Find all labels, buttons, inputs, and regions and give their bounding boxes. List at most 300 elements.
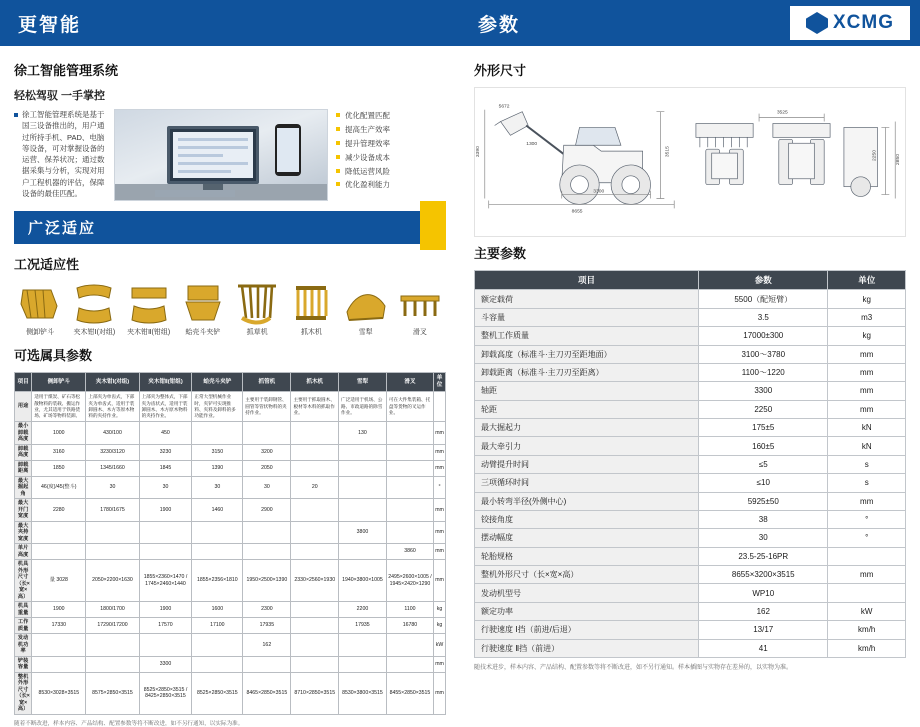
param-item: 斗容量 [475, 308, 699, 326]
header-left [0, 0, 460, 46]
cell [192, 544, 243, 560]
param-unit: mm [828, 400, 906, 418]
cell: 46(度)/45(整斗) [32, 476, 86, 499]
cell: 2200 [339, 602, 387, 618]
dimensions-title: 外形尺寸 [474, 63, 527, 78]
cell-unit: kg [434, 618, 446, 634]
row-label: 铲装容量 [15, 656, 32, 672]
th-unit: 单位 [434, 373, 446, 392]
param-item: 动臂提升时间 [475, 455, 699, 473]
row-label: 卸载距离 [15, 460, 32, 476]
cell [386, 499, 433, 522]
table-row [15, 672, 446, 714]
attachment-label: 侧卸铲斗 [26, 329, 55, 336]
param-value: 3100～3780 [699, 345, 828, 363]
row-label: 单片高度 [15, 544, 32, 560]
cell: 3860 [386, 544, 433, 560]
param-unit: mm [828, 382, 906, 400]
row-label: 发动机功率 [15, 634, 32, 657]
attachment-label: 滑叉 [412, 329, 427, 336]
attachment-item [123, 281, 175, 337]
system-block [14, 109, 446, 201]
param-unit: kg [828, 327, 906, 345]
cell: 1100 [386, 602, 433, 618]
cell [32, 656, 86, 672]
row-label: 机具重量 [15, 602, 32, 618]
usage-cell: 上部夹为整体式，下部夹为齿状式，适用于装卸圆木、木方原木物料的夹持作业。 [139, 392, 192, 422]
attachment-gallery [14, 281, 446, 337]
cell [386, 634, 433, 657]
brand-logo-text: XCMG [833, 12, 894, 33]
benefit-item: 优化盈利能力 [336, 178, 446, 192]
cell: 8575×2850×3515 [86, 672, 139, 714]
param-unit: mm [828, 363, 906, 381]
main-params-title: 主要参数 [474, 246, 527, 261]
param-unit: kN [828, 437, 906, 455]
cell: 1600 [192, 602, 243, 618]
row-label: 整机外形尺寸（长×宽×高） [16, 673, 30, 713]
param-unit: kW [828, 602, 906, 620]
screen-line [178, 154, 223, 157]
cell [339, 460, 387, 476]
attachment-item [231, 281, 283, 337]
table-row [15, 499, 446, 522]
system-title: 徐工智能管理系统 [14, 63, 119, 78]
cell: 3230/3120 [86, 444, 139, 460]
monitor-screen [173, 132, 253, 178]
cell: 1900 [139, 499, 192, 522]
table-row [475, 584, 906, 602]
table-row [475, 400, 906, 418]
cell: 8455×2850×3515 [386, 672, 433, 714]
th-col: 滑叉 [386, 373, 433, 392]
cell: 2280 [32, 499, 86, 522]
cell [86, 634, 139, 657]
monitor-icon [167, 126, 259, 184]
cell [386, 656, 433, 672]
cell: 8530×3028×3515 [32, 672, 86, 714]
cell: 1000 [32, 422, 86, 445]
table-row-usage [15, 392, 446, 422]
table-row [15, 460, 446, 476]
cell [339, 444, 387, 460]
table-row [475, 437, 906, 455]
cell [32, 634, 86, 657]
dim-label: 1300 [526, 142, 538, 148]
cell [339, 656, 387, 672]
cell [291, 460, 339, 476]
attachment-item [285, 281, 337, 337]
table-row [475, 419, 906, 437]
benefit-item: 降低运营风险 [336, 165, 446, 179]
cell: 8525×2850×3515 / 8425×2850×3515 [139, 672, 192, 714]
param-item: 额定载荷 [475, 290, 699, 308]
param-item: 整机外形尺寸（长×宽×高） [475, 566, 699, 584]
cell [386, 521, 433, 544]
cell [86, 656, 139, 672]
param-item: 摆动幅度 [475, 529, 699, 547]
param-item: 铰接角度 [475, 510, 699, 528]
cell [86, 521, 139, 544]
param-value: 160±5 [699, 437, 828, 455]
cell: 17290/17200 [86, 618, 139, 634]
usage-unit [434, 392, 446, 422]
left-table-note: 随着不断改进，样本内容、产品结构、配置参数等将不断改进，如不另行通知，以实际为准。 [14, 720, 244, 727]
loader-drawing-svg [475, 88, 905, 236]
param-item: 卸载距离（标准斗·主刀刃至距离） [475, 363, 699, 381]
cell: 1900 [139, 602, 192, 618]
cell: 1850 [32, 460, 86, 476]
cell: 2050 [243, 460, 291, 476]
attachment-label: 雪犁 [358, 329, 373, 336]
table-row [475, 327, 906, 345]
cell: 17330 [32, 618, 86, 634]
usage-cell: 主要用于装卸钢管、圆管等管状物料的夹持作业。 [243, 392, 291, 422]
table-row [475, 308, 906, 326]
row-label: 最大掘起角 [15, 476, 32, 499]
system-photo [114, 109, 328, 201]
cell [32, 521, 86, 544]
brand-logo [790, 6, 910, 40]
cell [386, 444, 433, 460]
attachment-item [394, 281, 446, 337]
table-row [15, 618, 446, 634]
param-value: 38 [699, 510, 828, 528]
usage-cell: 上部夹为单齿式，下部夹为单齿式，适用于装卸圆木、木方等原木物料的夹持作业。 [86, 392, 139, 422]
attachment-item [177, 281, 229, 337]
left-column [0, 46, 460, 727]
cell: 30 [243, 476, 291, 499]
phone-icon [275, 124, 301, 176]
cell: 3230 [139, 444, 192, 460]
dimension-drawing [474, 87, 906, 237]
main-parameters-table [474, 270, 906, 658]
param-item: 行驶速度 Ⅰ挡（前进/后退） [475, 621, 699, 639]
right-column [460, 46, 920, 671]
row-label: 机具外形尺寸（长×宽×高） [16, 561, 30, 600]
param-unit: ° [828, 529, 906, 547]
param-unit: s [828, 474, 906, 492]
row-label: 卸载高度 [15, 444, 32, 460]
cell: 17570 [139, 618, 192, 634]
cell [243, 521, 291, 544]
usage-cell: 可在大件集装箱、托盘等货物的叉运作业。 [386, 392, 433, 422]
header-left-title: 更智能 [18, 14, 82, 36]
table-row [475, 639, 906, 657]
attachment-item [340, 281, 392, 337]
table-header-row [15, 373, 446, 392]
cell: 8465×2850×3515 [243, 672, 291, 714]
row-label: 最大夹持宽度 [15, 521, 32, 544]
dim-label: 2850 [896, 154, 902, 165]
attachment-label: 蛤壳斗夹铲 [185, 329, 221, 336]
hay-fork-icon [394, 281, 446, 327]
row-label: 工作质量 [15, 618, 32, 634]
param-item: 整机工作质量 [475, 327, 699, 345]
param-unit: km/h [828, 639, 906, 657]
cell: 17935 [243, 618, 291, 634]
cell [139, 634, 192, 657]
cell [291, 521, 339, 544]
th-col: 抓木机 [291, 373, 339, 392]
param-unit: mm [828, 492, 906, 510]
param-value: ≤5 [699, 455, 828, 473]
table-row [15, 656, 446, 672]
cell: 2330×2560×1930 [291, 560, 339, 602]
benefit-item: 优化配置匹配 [336, 109, 446, 123]
side-dump-bucket-icon [14, 281, 66, 327]
cell: 30 [139, 476, 192, 499]
header-right-title: 参数 [478, 14, 521, 36]
screen-line [178, 138, 248, 141]
system-subtitle: 轻松驾驭 一手掌控 [14, 90, 106, 102]
usage-cell: 正常大型机械作业时，夹铲可实现推料、夹料及卸料的多功能作业。 [192, 392, 243, 422]
table-row [475, 492, 906, 510]
cell: 1800/1700 [86, 602, 139, 618]
cell-unit: mm [434, 560, 446, 602]
param-unit: mm [828, 345, 906, 363]
usage-cell: 广泛适用于机场、公路、市政道路的除雪作业。 [339, 392, 387, 422]
cell [291, 544, 339, 560]
log-grapple-rotate-icon [123, 281, 175, 327]
header-right [460, 0, 920, 46]
cell: 1855×2356×1810 [192, 560, 243, 602]
cell: 1345/1660 [86, 460, 139, 476]
log-grapple-split-icon [68, 281, 120, 327]
phone-screen [277, 128, 299, 172]
th-col: 侧卸铲斗 [32, 373, 86, 392]
param-item: 行驶速度 Ⅱ挡（前进） [475, 639, 699, 657]
usage-cell: 主要用于抓取圆木、板材等木料的抓取作业。 [291, 392, 339, 422]
cell: 1900 [32, 602, 86, 618]
cell-unit: mm [434, 444, 446, 460]
param-unit: ° [828, 510, 906, 528]
table-row [15, 602, 446, 618]
cell [291, 634, 339, 657]
cell: 162 [243, 634, 291, 657]
param-value: WP10 [699, 584, 828, 602]
param-item: 轴距 [475, 382, 699, 400]
param-item: 三项循环时间 [475, 474, 699, 492]
cell: 130 [339, 422, 387, 445]
param-value: 175±5 [699, 419, 828, 437]
param-unit: m3 [828, 308, 906, 326]
th-col: 夹木钳Ⅰ(对组) [86, 373, 139, 392]
table-row [475, 510, 906, 528]
dim-label: 2250 [872, 150, 878, 162]
cell [32, 544, 86, 560]
param-value: 8655×3200×3515 [699, 566, 828, 584]
param-value: 23.5-25-16PR [699, 547, 828, 565]
th-unit: 单位 [828, 271, 906, 290]
cell-unit: mm [434, 521, 446, 544]
table-row [475, 566, 906, 584]
cell [192, 422, 243, 445]
param-item: 额定功率 [475, 602, 699, 620]
cell [339, 634, 387, 657]
param-value: 5500（配短臂） [699, 290, 828, 308]
cell: 430/100 [86, 422, 139, 445]
dim-label: 3515 [665, 146, 671, 158]
cell-unit: mm [434, 544, 446, 560]
table-row [475, 529, 906, 547]
param-unit [828, 547, 906, 565]
cell-unit: kW [434, 634, 446, 657]
snow-plow-icon [340, 281, 392, 327]
param-unit: kg [828, 290, 906, 308]
cell: 2300 [243, 602, 291, 618]
param-unit: km/h [828, 621, 906, 639]
cell [386, 460, 433, 476]
dim-label: 3300 [593, 189, 605, 195]
param-item: 轮胎规格 [475, 547, 699, 565]
cell: 3800 [339, 521, 387, 544]
param-item: 卸载高度（标准斗·主刀刃至距地面） [475, 345, 699, 363]
th-col: 夹木钳Ⅱ(钳组) [139, 373, 192, 392]
screen-line [178, 162, 248, 165]
param-unit: mm [828, 566, 906, 584]
table-row [475, 345, 906, 363]
param-value: 3300 [699, 382, 828, 400]
cell [192, 656, 243, 672]
param-unit: kN [828, 419, 906, 437]
cell [243, 422, 291, 445]
table-row [15, 560, 446, 602]
dim-label: 3390 [475, 146, 481, 158]
grass-grapple-icon [231, 281, 283, 327]
table-row [475, 382, 906, 400]
dim-label: 8655 [571, 209, 583, 215]
cell [243, 656, 291, 672]
cell-unit: mm [434, 499, 446, 522]
attachment-label: 夹木钳Ⅰ(对组) [73, 329, 116, 336]
th-col: 蛤壳斗夹铲 [192, 373, 243, 392]
param-value: 5925±50 [699, 492, 828, 510]
param-item: 最小转弯半径(外侧中心) [475, 492, 699, 510]
cell [291, 602, 339, 618]
param-value: 162 [699, 602, 828, 620]
benefit-item: 减少设备成本 [336, 151, 446, 165]
cell [291, 618, 339, 634]
cell: 30 [192, 476, 243, 499]
cell: 1950×2500×1390 [243, 560, 291, 602]
cell: 1855×2360×1470 / 1745×2460×1440 [139, 560, 192, 602]
table-row [15, 544, 446, 560]
cell [192, 521, 243, 544]
optional-params-title: 可选属具参数 [14, 348, 93, 364]
cell: 3200 [243, 444, 291, 460]
param-value: 3.5 [699, 308, 828, 326]
table-row [475, 547, 906, 565]
cell: 1460 [192, 499, 243, 522]
cell: 2495×2600×1005 / 1945×2420×1290 [386, 560, 433, 602]
cell: 1940×3800×1005 [339, 560, 387, 602]
param-value: 13/17 [699, 621, 828, 639]
cell [339, 476, 387, 499]
table-row [475, 602, 906, 620]
th-col: 抓管机 [243, 373, 291, 392]
table-row [475, 621, 906, 639]
adaptability-title: 工况适应性 [14, 257, 80, 272]
cell [339, 544, 387, 560]
cell: 16780 [386, 618, 433, 634]
cell-unit: ° [434, 476, 446, 499]
cell: 3150 [192, 444, 243, 460]
param-value: 41 [699, 639, 828, 657]
table-row [15, 444, 446, 460]
cell: 2900 [243, 499, 291, 522]
screen-line [178, 146, 248, 149]
cell [339, 499, 387, 522]
dim-label: 5672 [498, 104, 510, 110]
cell: 8525×2850×3515 [192, 672, 243, 714]
cell [291, 656, 339, 672]
benefit-item: 提高生产效率 [336, 123, 446, 137]
th-item: 项目 [475, 271, 699, 290]
cell-unit: mm [434, 460, 446, 476]
cell [386, 422, 433, 445]
param-unit [828, 584, 906, 602]
table-header-row [475, 271, 906, 290]
ribbon-label: 广泛适应 [14, 211, 446, 244]
cell: 1845 [139, 460, 192, 476]
grab-machine-icon [285, 281, 337, 327]
row-label: 最小卸载高度 [15, 422, 32, 445]
cell: 1780/1675 [86, 499, 139, 522]
table-row [15, 521, 446, 544]
cell: 2050×2200×1630 [86, 560, 139, 602]
param-value: 17000±300 [699, 327, 828, 345]
cell [291, 422, 339, 445]
cell [291, 444, 339, 460]
cell [291, 499, 339, 522]
cell: 1390 [192, 460, 243, 476]
right-table-note: 随技术进步，样本内容、产品结构、配置参数等将不断改进，如不另行通知。样本插图与实物存在差异的，以实物为准。 [474, 664, 793, 671]
cell: 450 [139, 422, 192, 445]
param-unit: s [828, 455, 906, 473]
cell [139, 544, 192, 560]
cell-unit: kg [434, 602, 446, 618]
table-row [475, 474, 906, 492]
row-label: 用途 [15, 392, 32, 422]
section-ribbon [14, 201, 446, 250]
th-value: 参数 [699, 271, 828, 290]
param-item: 轮距 [475, 400, 699, 418]
table-row [15, 422, 446, 445]
benefit-item: 提升管理效率 [336, 137, 446, 151]
attachment-label: 夹木钳Ⅱ(钳组) [127, 329, 171, 336]
cell: 30 [86, 476, 139, 499]
param-value: 30 [699, 529, 828, 547]
table-row [475, 363, 906, 381]
row-label: 最大开门宽度 [15, 499, 32, 522]
xcmg-mark-icon [806, 12, 828, 34]
system-description: 徐工智能管理系统是基于国三设备推出的，用户通过所持手机、PAD、电脑等设备，可对掌握设备的运营、保养状况；通过数据采集与分析，实现对用户工程机器的评估，保障设备的最佳匹配。 [14, 109, 106, 201]
cell [243, 544, 291, 560]
attachment-label: 抓草机 [246, 329, 268, 336]
param-value: 2250 [699, 400, 828, 418]
attachment-item [14, 281, 66, 337]
keyboard-icon [155, 190, 235, 197]
th-col: 雪犁 [339, 373, 387, 392]
cell: 17935 [339, 618, 387, 634]
screen-line [178, 170, 231, 173]
attachment-item [68, 281, 120, 337]
param-value: ≤10 [699, 474, 828, 492]
table-row [475, 455, 906, 473]
cell-unit: mm [434, 672, 446, 714]
cell: 3300 [139, 656, 192, 672]
